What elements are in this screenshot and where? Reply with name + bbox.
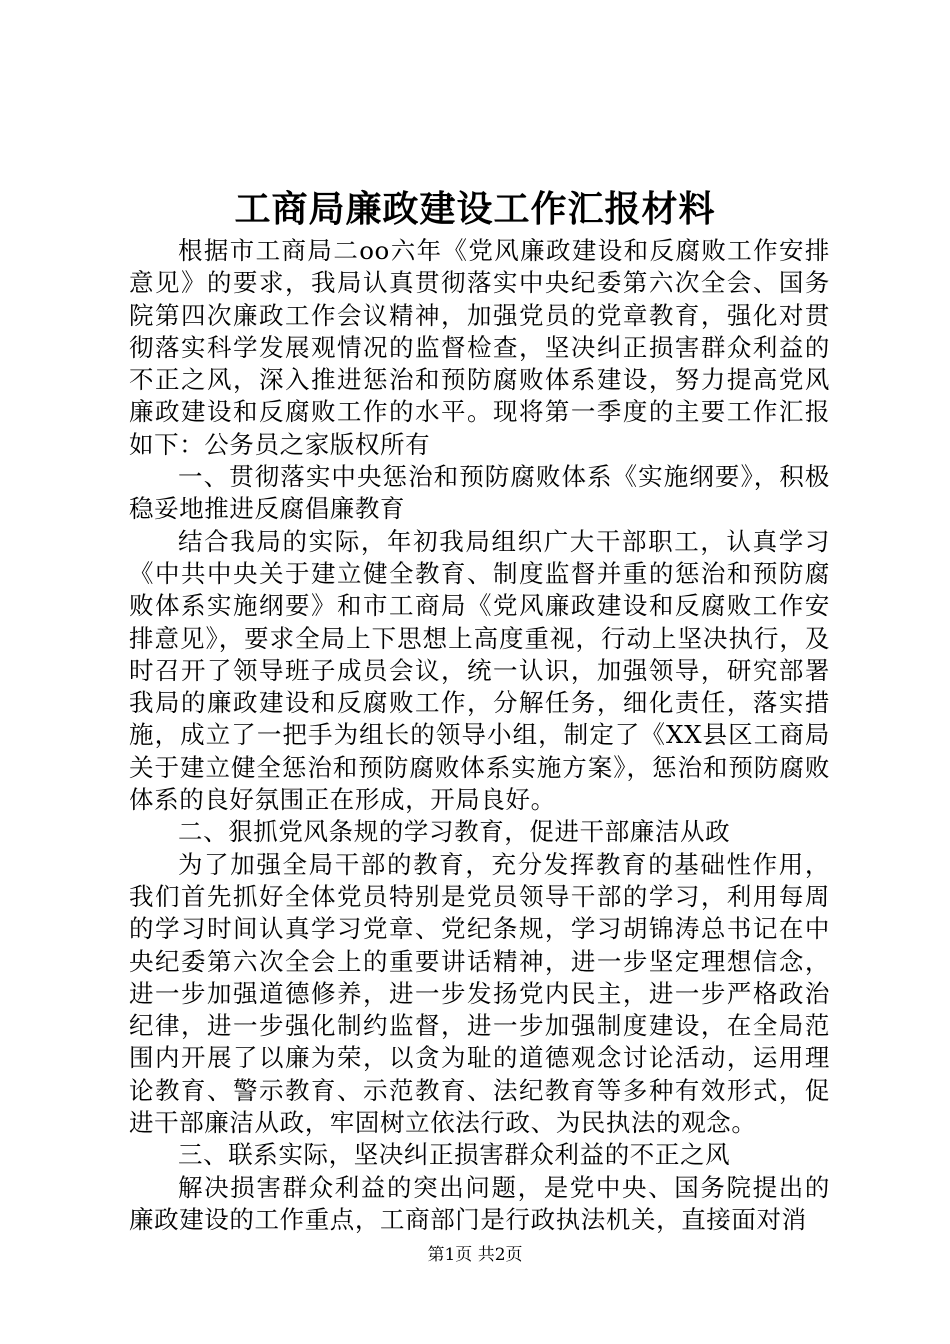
section-heading-3: 三、联系实际，坚决纠正损害群众利益的不正之风 — [178, 1140, 731, 1170]
paragraph-section-1: 结合我局的实际，年初我局组织广大干部职工，认真学习《中共中央关于建立健全教育、制度监督并重的惩治和预防腐败体系实施纲要》和市工商局《党风廉政建设和反腐败工作安排意见》，要求全局上下思想上高度重视，行动上坚决执行，及时召开了领导班子成员会议，统一认识，加强领导，研究部署我局的廉政建设和反腐败工作，分解任务，细化责任，落实措施，成立了一把手为组长的领导小组，制定了《XX县区工商局关于建立健全惩治和预防腐败体系实施方案》，惩治和预防腐败体系的良好氛围正在形成，开局良好。 — [129, 526, 830, 815]
paragraph-intro: 根据市工商局二oo六年《党风廉政建设和反腐败工作安排意见》的要求，我局认真贯彻落实中央纪委第六次全会、国务院第四次廉政工作会议精神，加强党员的党章教育，强化对贯彻落实科学发展观情况的监督检查，坚决纠正损害群众利益的不正之风，深入推进惩治和预防腐败体系建设，努力提高党风廉政建设和反腐败工作的水平。现将第一季度的主要工作汇报如下：公务员之家版权所有 — [129, 236, 830, 459]
document-body — [129, 235, 830, 1236]
paragraph-section-3: 解决损害群众利益的突出问题，是党中央、国务院提出的廉政建设的工作重点，工商部门是行政执法机关，直接面对消 — [129, 1172, 830, 1234]
section-heading-1: 一、贯彻落实中央惩治和预防腐败体系《实施纲要》，积极稳妥地推进反腐倡廉教育 — [129, 462, 830, 524]
paragraph-section-2: 为了加强全局干部的教育，充分发挥教育的基础性作用，我们首先抓好全体党员特别是党员领导干部的学习，利用每周的学习时间认真学习党章、党纪条规，学习胡锦涛总书记在中央纪委第六次全会上的重要讲话精神，进一步坚定理想信念，进一步加强道德修养，进一步发扬党内民主，进一步严格政治纪律，进一步强化制约监督，进一步加强制度建设，在全局范围内开展了以廉为荣，以贪为耻的道德观念讨论活动，运用理论教育、警示教育、示范教育、法纪教育等多种有效形式，促进干部廉洁从政，牢固树立依法行政、为民执法的观念。 — [129, 849, 830, 1138]
page-footer: 第1页 共2页 — [427, 1245, 523, 1265]
document-title: 工商局廉政建设工作汇报材料 — [234, 188, 716, 230]
section-heading-2: 二、狠抓党风条规的学习教育，促进干部廉洁从政 — [178, 817, 731, 847]
